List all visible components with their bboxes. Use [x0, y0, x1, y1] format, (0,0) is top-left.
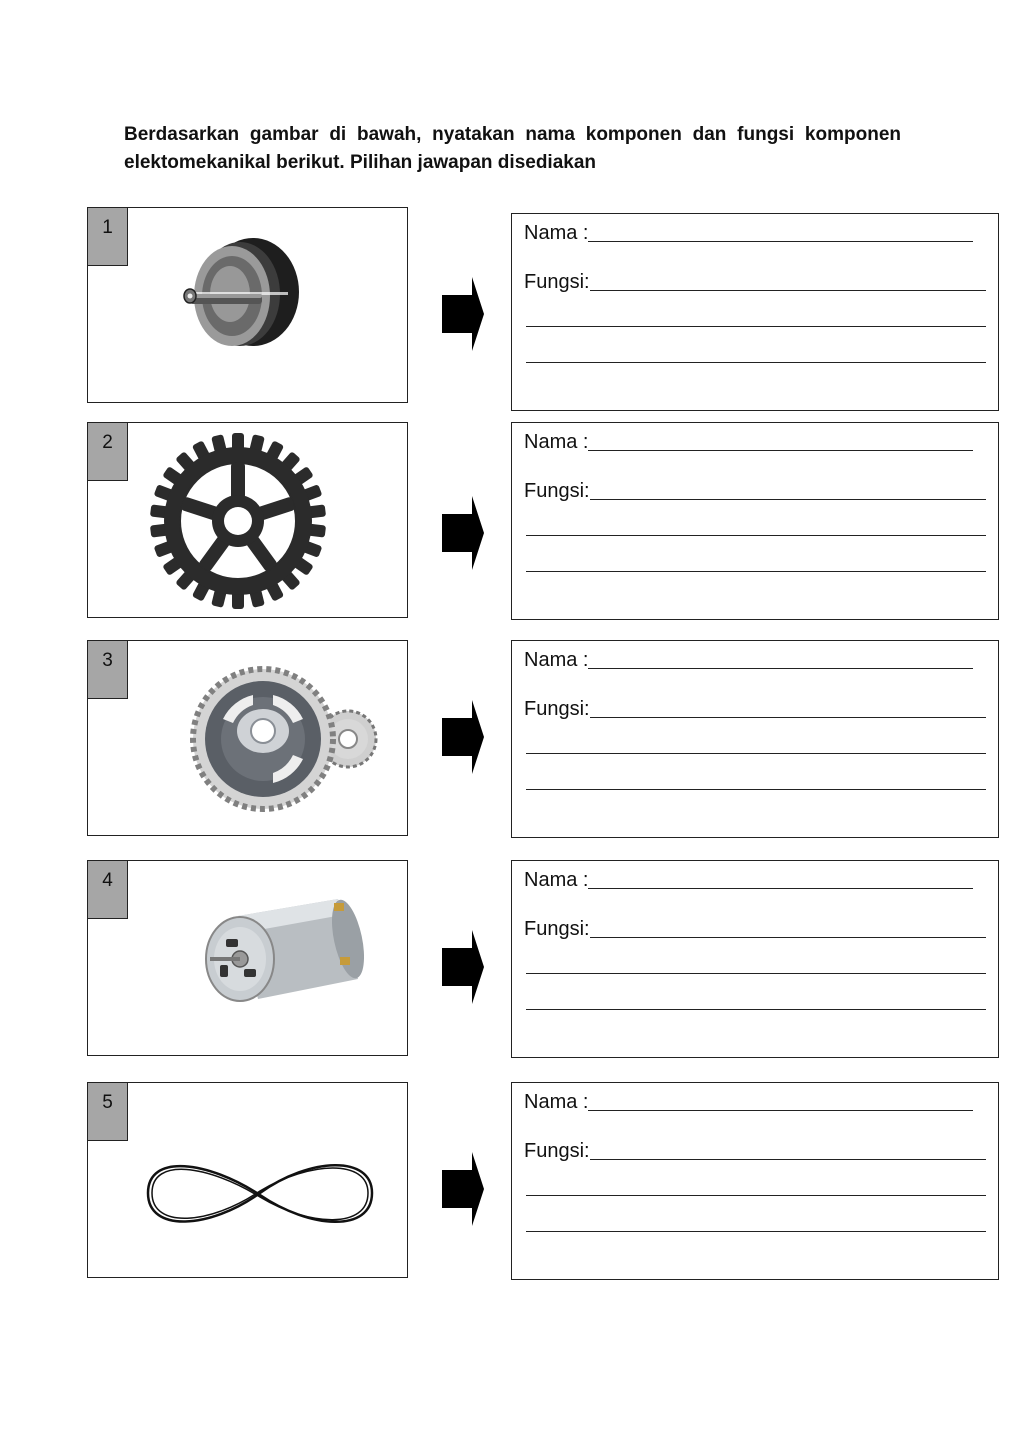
name-field-3[interactable]: [524, 649, 973, 672]
arrow-right-icon-2: [442, 496, 484, 570]
image-panel-3: [87, 640, 408, 836]
answer-line[interactable]: [526, 973, 986, 974]
image-panel-2: [87, 422, 408, 618]
item-row-5: [0, 1082, 1024, 1282]
gears-icon: [128, 641, 408, 837]
item-row-4: [0, 860, 1024, 1060]
function-field-4[interactable]: [524, 918, 986, 941]
answer-line[interactable]: [526, 1231, 986, 1232]
function-field-2[interactable]: [524, 480, 986, 503]
name-label: Nama :: [524, 431, 589, 453]
dc-motor-icon: [128, 861, 408, 1057]
item-row-1: [0, 207, 1024, 407]
answer-box-1: [511, 213, 999, 411]
function-label: Fungsi:: [524, 918, 590, 940]
name-field-1[interactable]: [524, 222, 973, 245]
answer-line[interactable]: [526, 326, 986, 327]
arrow-right-icon-3: [442, 700, 484, 774]
function-field-3[interactable]: [524, 698, 986, 721]
arrow-right-icon-1: [442, 277, 484, 351]
name-label: Nama :: [524, 869, 589, 891]
name-label: Nama :: [524, 1091, 589, 1113]
name-label: Nama :: [524, 222, 589, 244]
name-label: Nama :: [524, 649, 589, 671]
function-field-5[interactable]: [524, 1140, 986, 1163]
drive-belt-icon: [128, 1083, 408, 1279]
answer-box-5: [511, 1082, 999, 1280]
image-panel-5: [87, 1082, 408, 1278]
instructions-text: Berdasarkan gambar di bawah, nyatakan nama komponen dan fungsi komponen elektomekanikal berikut. Pilihan jawapan disediakan: [124, 124, 901, 173]
item-number-5: 5: [88, 1083, 128, 1141]
sprocket-icon: [128, 423, 408, 619]
function-label: Fungsi:: [524, 698, 590, 720]
function-label: Fungsi:: [524, 480, 590, 502]
name-field-2[interactable]: [524, 431, 973, 454]
answer-line[interactable]: [526, 1195, 986, 1196]
name-field-5[interactable]: [524, 1091, 973, 1114]
answer-line[interactable]: [526, 571, 986, 572]
answer-line[interactable]: [526, 1009, 986, 1010]
image-panel-1: [87, 207, 408, 403]
answer-box-2: [511, 422, 999, 620]
item-number-1: 1: [88, 208, 128, 266]
image-panel-4: [87, 860, 408, 1056]
item-number-2: 2: [88, 423, 128, 481]
item-number-4: 4: [88, 861, 128, 919]
item-row-2: [0, 422, 1024, 622]
answer-line[interactable]: [526, 535, 986, 536]
answer-box-4: [511, 860, 999, 1058]
answer-box-3: [511, 640, 999, 838]
name-field-4[interactable]: [524, 869, 973, 892]
item-row-3: [0, 640, 1024, 840]
item-number-3: 3: [88, 641, 128, 699]
pulley-icon: [128, 208, 408, 404]
answer-line[interactable]: [526, 753, 986, 754]
function-field-1[interactable]: [524, 271, 986, 294]
arrow-right-icon-5: [442, 1152, 484, 1226]
function-label: Fungsi:: [524, 1140, 590, 1162]
answer-line[interactable]: [526, 362, 986, 363]
function-label: Fungsi:: [524, 271, 590, 293]
answer-line[interactable]: [526, 789, 986, 790]
arrow-right-icon-4: [442, 930, 484, 1004]
